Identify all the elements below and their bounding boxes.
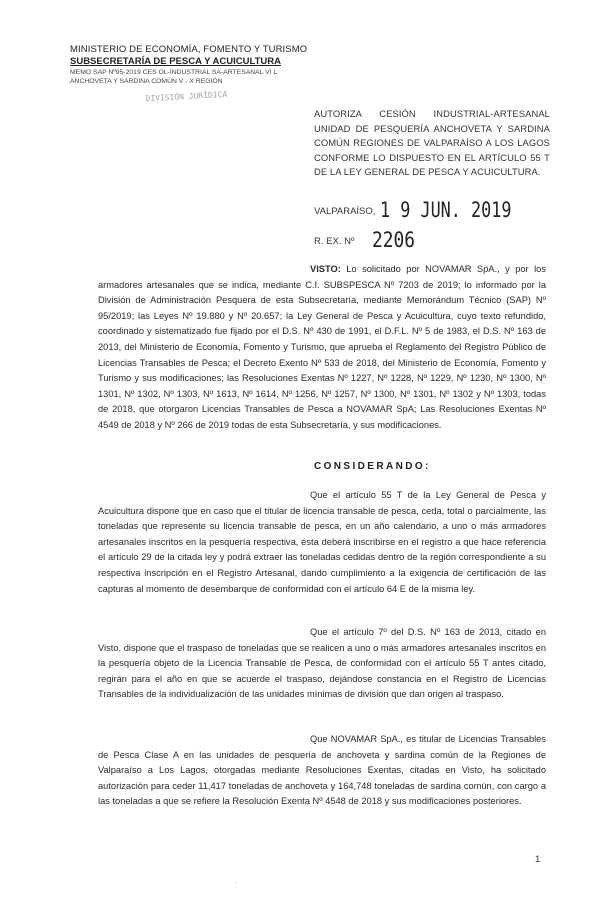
considerando-text-1: Que el artículo 55 T de la Ley General de Pesca y Acuicultura dispone que en caso que el titular de licencia transable de pesca, ceda, total o parcialmente, las toneladas que represente su licencia transable de pesca, en un año calendario, a uno o más armadores artesanales inscritos en la pesquería respectiva, ésta deberá inscribirse en el registro a que hace referencia el artículo 29 de la citada ley y podrá extraer las toneladas cedidas dentro de la región correspondiente a su respectiva inscripción en el Registro Artesanal, dando cumplimiento a la exigencia de certificación de las capturas al momento de desembarque de conformidad con el artículo 64 E de la misma ley. [98, 490, 546, 594]
page-number: 1 [535, 854, 541, 865]
considerando-paragraph-1 [98, 488, 546, 597]
date-stamp: 1 9 JUN. 2019 [380, 198, 512, 222]
place-label: VALPARAÍSO, [314, 206, 376, 217]
considerando-paragraph-3 [98, 732, 546, 810]
footer-mark: · [235, 878, 238, 887]
place-date-row [314, 198, 554, 224]
resolution-number-row [314, 228, 554, 254]
species-reference: ANCHOVETA Y SARDINA COMÚN V - X REGIÓN [70, 78, 223, 85]
considerando-heading: CONSIDERANDO: [314, 461, 431, 472]
resolution-subject: AUTORIZA CESIÓN INDUSTRIAL-ARTESANAL UNIDAD DE PESQUERÍA ANCHOVETA Y SARDINA COMÚN REGIONES DE VALPARAÍSO A LOS LAGOS CONFORME LO DISPUESTO EN EL ARTÍCULO 55 T DE LA LEY GENERAL DE PESCA Y ACUICULTURA. [314, 108, 550, 178]
considerando-text-3: Que NOVAMAR SpA., es titular de Licencias Transables de Pesca Clase A en las unidades de pesquería de anchoveta y sardina común de la Regiones de Valparaíso a Los Lagos, otorgadas mediante Resoluciones Exentas, citadas en Visto, ha solicitado autorización para ceder 11,417 toneladas de anchoveta y 164,748 toneladas de sardina común, con cargo a las toneladas a que se refiere la Resolución Exenta Nº 4548 de 2018 y sus modificaciones posteriores. [98, 734, 546, 807]
letterhead [70, 44, 310, 85]
visto-text: Lo solicitado por NOVAMAR SpA., y por los armadores artesanales que se indica, mediante C.I. SUBSPESCA Nº 7203 de 2019; lo informado por la División de Administración Pesquera de esta Subsecretaría, mediante Memorándum Técnico (SAP) Nº 95/2019; las Leyes Nº 19.880 y Nº 20.657; la Ley General de Pesca y Acuicultura, cuyo texto refundido, coordinado y sistematizado fue fijado por el D.S. Nº 430 de 1991, el D.F.L. Nº 5 de 1983, el D.S. Nº 163 de 2013, del Ministerio de Economía, Fomento y Turismo, que aprueba el Reglamento del Registro Público de Licencias Transables de Pesca; el Decreto Exento Nº 533 de 2018, del Ministerio de Economía, Fomento y Turismo y sus modificaciones; las Resoluciones Exentas Nº 1227, Nº 1228, Nº 1229, Nº 1230, Nº 1300, Nº 1301, Nº 1302, Nº 1303, Nº 1613, Nº 1614, Nº 1256, Nº 1257, Nº 1300, Nº 1301, Nº 1302 y Nº 1303, todas de 2018, que otorgaron Licencias Transables de Pesca a NOVAMAR SpA; Las Resoluciones Exentas Nº 4549 de 2018 y Nº 266 de 2019 todas de esta Subsecretaría, y sus modificaciones. [98, 264, 546, 430]
resolution-number: 2206 [372, 228, 415, 252]
resolution-label: R. EX. Nº [314, 236, 355, 247]
visto-paragraph [98, 262, 546, 434]
considerando-paragraph-2 [98, 625, 546, 703]
subsecretaria-name: SUBSECRETARÍA DE PESCA Y ACUICULTURA [70, 56, 281, 67]
division-stamp: DIVISIÓN JURÍDICA [145, 89, 228, 104]
considerando-text-2: Que el artículo 7º del D.S. Nº 163 de 2013, citado en Visto, dispone que el traspaso de toneladas que se realicen a uno o más armadores artesanales inscritos en la pesquería objeto de la Licencia Transable de Pesca, de conformidad con el artículo 55 T antes citado, regirán para el año en que se acuerde el traspaso, dejándose constancia en el Registro de Licencias Transables de la individualización de las unidades mínimas de división que dan origen al traspaso. [98, 627, 546, 700]
ministry-name: MINISTERIO DE ECONOMÍA, FOMENTO Y TURISMO [70, 44, 308, 55]
visto-lead: VISTO: [310, 264, 341, 274]
memo-reference: MEMO SAP Nº95-2019 CES OL-INDUSTRIAL SA-ARTESANAL VI L [70, 69, 278, 76]
